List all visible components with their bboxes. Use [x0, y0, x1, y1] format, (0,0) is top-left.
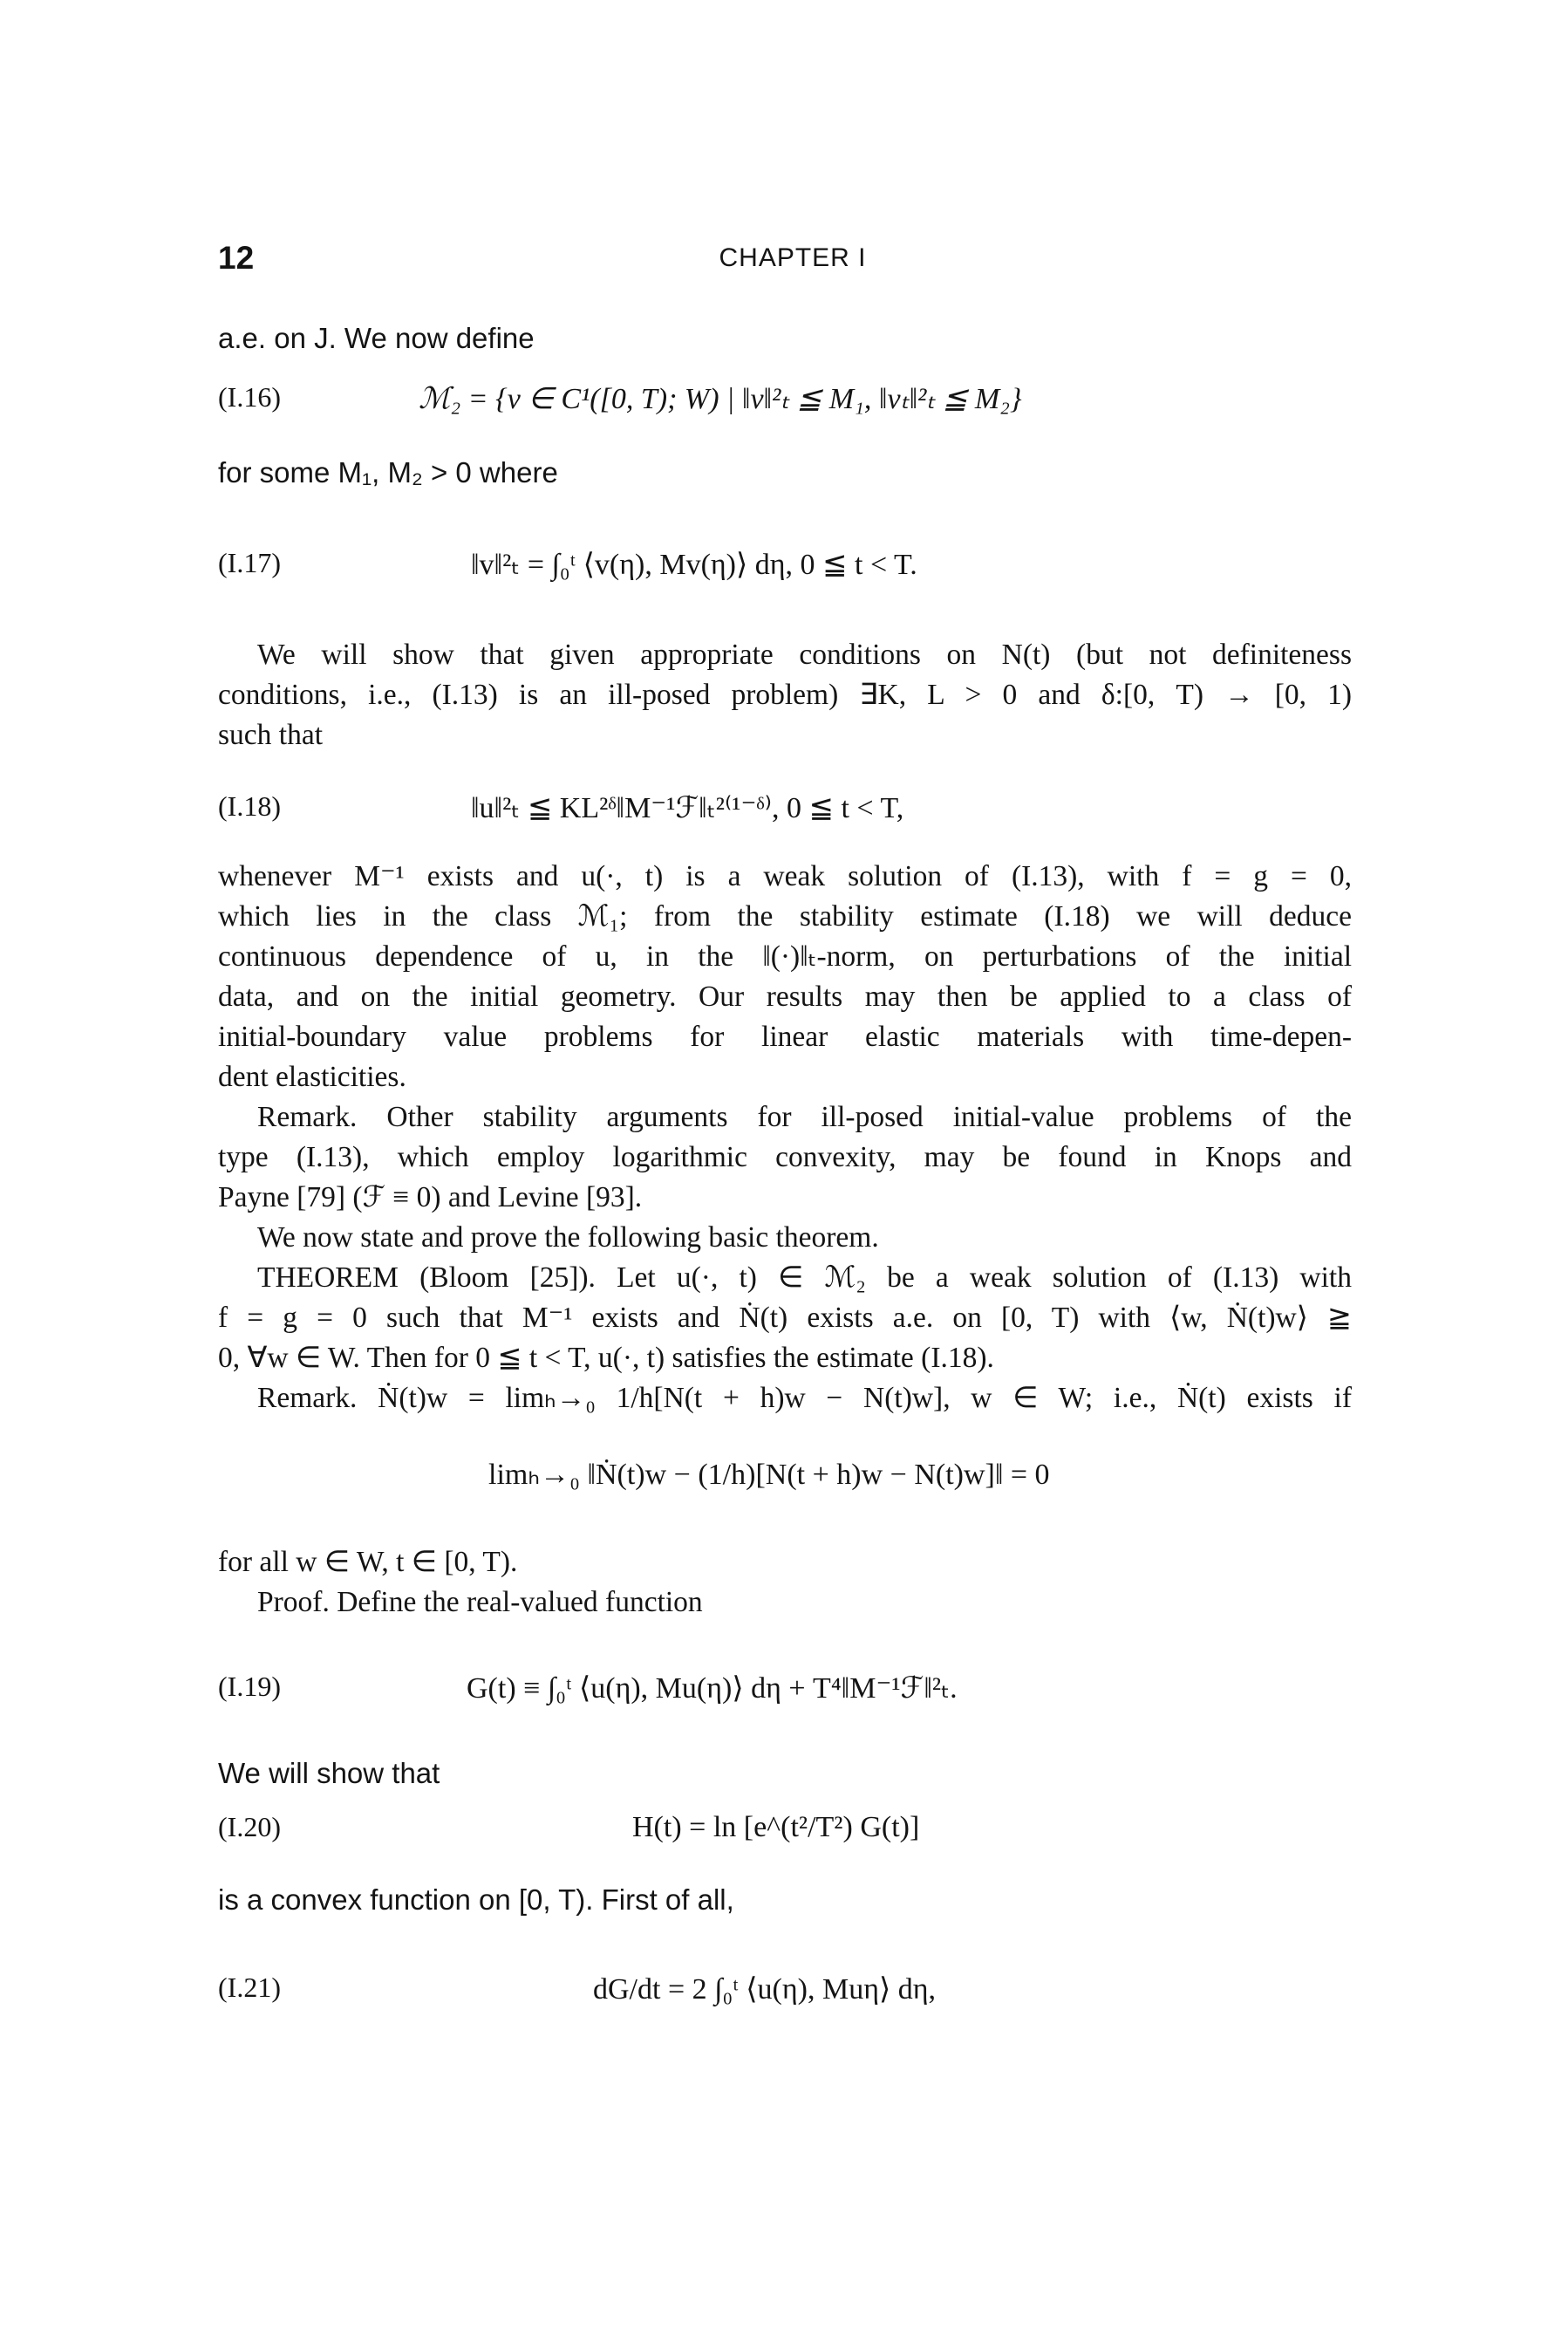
equation-body: ℳ₂ = {v ∈ C¹([0, T); W) | ‖v‖²ₜ ≦ M₁, ‖vₜ‖²ₜ ≦ M₂} — [419, 383, 1022, 415]
text-line: We will show that given appropriate conditions on N(t) (but not definiteness — [257, 639, 1352, 671]
text-line: We now state and prove the following basic theorem. — [257, 1221, 879, 1254]
page-number: 12 — [218, 240, 255, 276]
text-line: type (I.13), which employ logarithmic convexity, may be found in Knops and — [218, 1141, 1352, 1173]
equation-body: G(t) ≡ ∫₀ᵗ ⟨u(η), Mu(η)⟩ dη + T⁴‖M⁻¹ℱ‖²ₜ. — [467, 1672, 958, 1705]
text-line: Remark. Other stability arguments for ill-posed initial-value problems of the — [257, 1101, 1352, 1133]
text-line: such that — [218, 719, 324, 751]
equation-number: (I.16) — [218, 381, 281, 413]
equation-body: ‖v‖²ₜ = ∫₀ᵗ ⟨v(η), Mv(η)⟩ dη, 0 ≦ t < T. — [471, 549, 917, 581]
text-line: 0, ∀w ∈ W. Then for 0 ≦ t < T, u(·, t) satisfies the estimate (I.18). — [218, 1342, 994, 1374]
equation-number: (I.19) — [218, 1671, 281, 1702]
text-line: data, and on the initial geometry. Our results may then be applied to a class of — [218, 981, 1352, 1013]
equation-number: (I.20) — [218, 1811, 281, 1842]
text-line: continuous dependence of u, in the ‖(·)‖ₜ-norm, on perturbations of the initial — [218, 940, 1352, 973]
text-line: is a convex function on [0, T). First of all, — [218, 1883, 734, 1916]
text-line: initial-boundary value problems for linear elastic materials with time-depen- — [218, 1021, 1352, 1053]
text-line: Proof. Define the real-valued function — [257, 1586, 703, 1618]
equation-number: (I.21) — [218, 1972, 281, 2003]
text-line: a.e. on J. We now define — [218, 322, 535, 354]
equation-body: H(t) = ln [e^(t²/T²) G(t)] — [632, 1811, 920, 1843]
chapter-title: CHAPTER I — [719, 243, 867, 272]
text-line: conditions, i.e., (I.13) is an ill-posed problem) ∃K, L > 0 and δ:[0, T) → [0, 1) — [218, 679, 1352, 711]
equation-number: (I.18) — [218, 790, 281, 822]
text-line: Remark. Ṅ(t)w = limₕ→₀ 1/h[N(t + h)w − N(t)w], w ∈ W; i.e., Ṅ(t) exists if — [257, 1382, 1352, 1414]
page-header — [0, 240, 1568, 284]
text-line: We will show that — [218, 1757, 440, 1789]
equation-body: ‖u‖²ₜ ≦ KL²ᵟ‖M⁻¹ℱ‖ₜ²⁽¹⁻ᵟ⁾, 0 ≦ t < T, — [471, 792, 904, 824]
text-line: for some M₁, M₂ > 0 where — [218, 456, 558, 489]
text-line: THEOREM (Bloom [25]). Let u(·, t) ∈ ℳ₂ be a weak solution of (I.13) with — [257, 1261, 1352, 1294]
equation-body: limₕ→₀ ‖Ṅ(t)w − (1/h)[N(t + h)w − N(t)w]‖ = 0 — [488, 1459, 1050, 1491]
text-line: for all w ∈ W, t ∈ [0, T). — [218, 1546, 518, 1578]
equation-number: (I.17) — [218, 547, 281, 578]
text-line: whenever M⁻¹ exists and u(·, t) is a weak solution of (I.13), with f = g = 0, — [218, 860, 1352, 892]
text-line: f = g = 0 such that M⁻¹ exists and Ṅ(t) exists a.e. on [0, T) with ⟨w, Ṅ(t)w⟩ ≧ — [218, 1302, 1352, 1334]
text-line: dent elasticities. — [218, 1061, 406, 1093]
equation-body: dG/dt = 2 ∫₀ᵗ ⟨u(η), Muη⟩ dη, — [593, 1973, 937, 2006]
text-line: Payne [79] (ℱ ≡ 0) and Levine [93]. — [218, 1181, 643, 1213]
text-line: which lies in the class ℳ₁; from the stability estimate (I.18) we will deduce — [218, 900, 1352, 933]
